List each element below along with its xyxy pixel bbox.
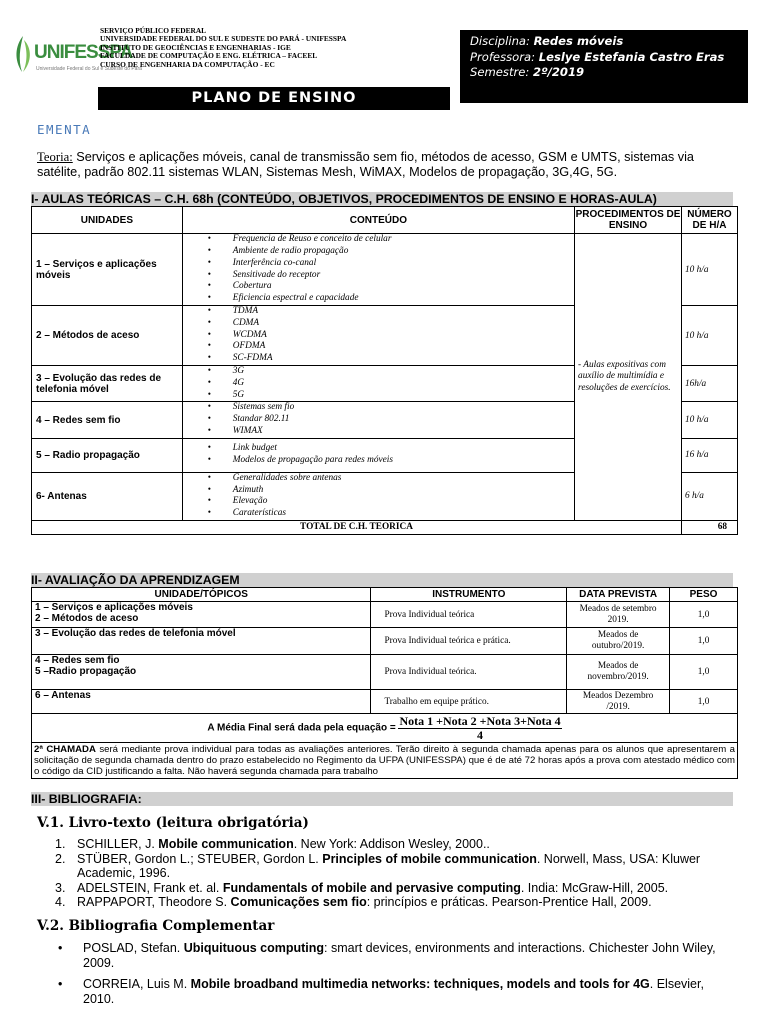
disciplina-label: Disciplina: bbox=[470, 34, 530, 48]
unit-cell bbox=[32, 655, 371, 690]
book-title: Mobile communication bbox=[158, 837, 294, 851]
semestre-row bbox=[470, 65, 584, 79]
ha-cell: 10 h/a bbox=[682, 402, 738, 438]
course-info-box bbox=[460, 30, 748, 103]
institution-line: SERVIÇO PÚBLICO FEDERAL bbox=[100, 26, 207, 35]
book-author: SCHILLER, J. bbox=[77, 837, 159, 851]
media-row bbox=[32, 714, 738, 743]
content-cell bbox=[182, 234, 574, 306]
unit-cell: 1 – Serviços e aplicações móveis bbox=[32, 234, 183, 306]
unit-line: 6 – Antenas bbox=[35, 690, 91, 701]
disciplina-value: Redes móveis bbox=[533, 34, 624, 48]
content-cell bbox=[182, 306, 574, 366]
institution-line: FACULDADE DE COMPUTAÇÃO E ENG. ELÉTRICA – FACEEL bbox=[100, 51, 318, 61]
content-cell bbox=[182, 438, 574, 472]
logo-text: UNIFESSPA bbox=[34, 42, 133, 63]
book-publisher: . Elsevier, 2010. bbox=[83, 977, 704, 1006]
list-item: • Elevação bbox=[233, 496, 574, 508]
book-author: RAPPAPORT, Theodore S. bbox=[77, 895, 231, 909]
book-list bbox=[37, 837, 737, 910]
chamada-cell bbox=[32, 743, 738, 779]
unit-cell bbox=[32, 690, 371, 714]
chamada-text: será mediante prova individual para todas as avaliações anteriores. Terão direito à segunda chamada apenas para os alunos que apresentarem a solicitação de segunda chamada dentro do prazo estabelecido no Regimento da UFPA (UNIFESSPA) que é de até 72 horas após a prova com atestado médico com o código da CID justificando a falta. Não haverá segunda chamada para trabalho bbox=[34, 744, 735, 777]
logo-tagline: Universidade Federal do Sul e Sudeste do Pará bbox=[36, 66, 142, 72]
content-cell bbox=[182, 366, 574, 402]
unit-line: 1 – Serviços e aplicações móveis bbox=[35, 602, 193, 613]
list-item: • Azimuth bbox=[233, 485, 574, 497]
item-number: 2. bbox=[55, 851, 66, 866]
unit-line: 3 – Evolução das redes de telefonia móvel bbox=[35, 628, 236, 639]
semestre-value: 2º/2019 bbox=[533, 65, 585, 79]
instrumento-cell: Prova Individual teórica e prática. bbox=[371, 628, 567, 655]
list-item bbox=[37, 837, 737, 852]
unit-line: 5 –Radio propagação bbox=[35, 666, 137, 677]
col-header-numero: NÚMERO DE H/A bbox=[682, 207, 738, 234]
book-publisher: . Norwell, Mass, USA: Kluwer Academic, 1996. bbox=[77, 851, 701, 880]
col-header-unidade: UNIDADE/TÓPICOS bbox=[32, 588, 371, 602]
col-header-conteudo: CONTEÚDO bbox=[182, 207, 574, 234]
disciplina-row bbox=[470, 34, 623, 48]
instrumento-cell: Prova Individual teórica bbox=[371, 602, 567, 628]
item-number: 4. bbox=[55, 895, 66, 909]
list-item: • 4G bbox=[233, 378, 574, 390]
unit-cell: 5 – Radio propagação bbox=[32, 438, 183, 472]
book-publisher: . New York: Addison Wesley, 2000.. bbox=[293, 837, 490, 851]
list-item: • Sistemas sem fio bbox=[233, 402, 574, 414]
total-label: TOTAL DE C.H. TEORICA bbox=[32, 520, 682, 534]
peso-cell: 1,0 bbox=[670, 655, 738, 690]
ha-cell: 16h/a bbox=[682, 366, 738, 402]
list-item: • Caraterísticas bbox=[233, 508, 574, 520]
list-item: • Modelos de propagação para redes móveis bbox=[233, 455, 574, 467]
list-item bbox=[37, 895, 737, 910]
unit-cell: 4 – Redes sem fio bbox=[32, 402, 183, 438]
list-item bbox=[37, 852, 737, 881]
peso-cell: 1,0 bbox=[670, 602, 738, 628]
bullet-icon: • bbox=[58, 941, 63, 955]
date-line: Meados de bbox=[597, 661, 639, 671]
page-title: PLANO DE ENSINO bbox=[98, 87, 450, 110]
list-item: • Ambiente de radio propagação bbox=[233, 246, 574, 258]
institution-line: UNIVERSIDADE FEDERAL DO SUL E SUDESTE DO PARÁ - UNIFESSPA bbox=[100, 34, 347, 44]
instrumento-cell: Prova Individual teórica. bbox=[371, 655, 567, 690]
section-title-bibliografia: III- BIBLIOGRAFIA: bbox=[31, 792, 733, 806]
unit-line: 2 – Métodos de aceso bbox=[35, 613, 139, 624]
book-title: Principles of mobile communication bbox=[322, 851, 537, 866]
date-line: 2019. bbox=[607, 614, 629, 625]
book-publisher: . India: McGraw-Hill, 2005. bbox=[520, 880, 669, 895]
content-cell bbox=[182, 472, 574, 520]
institution-block bbox=[100, 27, 460, 69]
ementa-heading: EMENTA bbox=[37, 122, 92, 137]
list-item: • Cobertura bbox=[233, 281, 574, 293]
table-header-row bbox=[32, 588, 738, 602]
section-title-avaliacao: II- AVALIAÇÃO DA APRENDIZAGEM bbox=[31, 573, 733, 587]
professora-label: Professora: bbox=[470, 50, 536, 64]
item-number: 1. bbox=[55, 837, 66, 851]
media-label: A Média Final será dada pela equação = bbox=[207, 722, 399, 734]
content-cell bbox=[182, 402, 574, 438]
list-item: • Interferência co-canal bbox=[233, 258, 574, 270]
list-item: • Generalidades sobre antenas bbox=[233, 473, 574, 485]
unit-cell: 3 – Evolução das redes de telefonia móvel bbox=[32, 366, 183, 402]
list-item bbox=[37, 881, 737, 896]
institution-line: INSTITUTO DE GEOCIÊNCIAS E ENGENHARIAS - IGE bbox=[100, 42, 291, 52]
date-line: outubro/2019. bbox=[591, 641, 645, 651]
list-item: • SC-FDMA bbox=[233, 353, 574, 365]
date-line: Meados de setembro bbox=[579, 603, 657, 614]
col-header-data: DATA PREVISTA bbox=[567, 588, 670, 602]
table-row bbox=[32, 690, 738, 714]
peso-cell: 1,0 bbox=[670, 628, 738, 655]
complementar-list bbox=[37, 941, 737, 1013]
chamada-label: 2ª CHAMADA bbox=[34, 744, 96, 755]
list-item: • CDMA bbox=[233, 318, 574, 330]
list-item: • Standar 802.11 bbox=[233, 414, 574, 426]
col-header-procedimentos: PROCEDIMENTOS DE ENSINO bbox=[575, 207, 682, 234]
table-header-row bbox=[32, 207, 738, 234]
data-cell bbox=[567, 690, 670, 714]
procedimentos-cell: - Aulas expositivas com auxílio de multimídia e resoluções de exercícios. bbox=[575, 234, 682, 521]
total-row bbox=[32, 520, 738, 534]
table-row bbox=[32, 234, 738, 306]
instrumento-cell: Trabalho em equipe prático. bbox=[371, 690, 567, 714]
teoria-label: Teoria: bbox=[37, 150, 73, 164]
complementar-heading: V.2. Bibliografia Complementar bbox=[37, 918, 275, 934]
book-author: ADELSTEIN, Frank et. al. bbox=[77, 880, 223, 895]
list-item: • WIMAX bbox=[233, 426, 574, 438]
ha-cell: 10 h/a bbox=[682, 306, 738, 366]
data-cell bbox=[567, 628, 670, 655]
date-line: Meados de bbox=[597, 630, 639, 640]
unit-cell bbox=[32, 628, 371, 655]
formula-numerator: Nota 1 +Nota 2 +Nota 3+Nota 4 bbox=[399, 714, 561, 728]
media-formula bbox=[398, 714, 561, 742]
book-publisher: : princípios e práticas. Pearson-Prentice Hall, 2009. bbox=[366, 895, 652, 909]
data-cell bbox=[567, 655, 670, 690]
book-author: POSLAD, Stefan. bbox=[83, 941, 184, 955]
book-title: Comunicações sem fio bbox=[230, 895, 367, 909]
table-row bbox=[32, 628, 738, 655]
list-item: • 5G bbox=[233, 390, 574, 402]
media-cell bbox=[32, 714, 738, 743]
col-header-peso: PESO bbox=[670, 588, 738, 602]
professora-value: Leslye Estefania Castro Eras bbox=[538, 50, 725, 64]
ha-cell: 10 h/a bbox=[682, 234, 738, 306]
data-cell bbox=[567, 602, 670, 628]
item-number: 3. bbox=[55, 880, 66, 895]
livro-texto-heading: V.1. Livro-texto (leitura obrigatória) bbox=[37, 815, 309, 831]
bullet-icon: • bbox=[58, 977, 63, 991]
unit-cell: 2 – Métodos de aceso bbox=[32, 306, 183, 366]
list-item: • 3G bbox=[233, 366, 574, 378]
semestre-label: Semestre: bbox=[470, 65, 530, 79]
book-author: STÜBER, Gordon L.; STEUBER, Gordon L. bbox=[77, 851, 323, 866]
list-item: • OFDMA bbox=[233, 341, 574, 353]
list-item: • Eficiencia espectral e capacidade bbox=[233, 293, 574, 305]
chamada-row bbox=[32, 743, 738, 779]
list-item: • Sensitivade do receptor bbox=[233, 270, 574, 282]
unit-line: 4 – Redes sem fio bbox=[35, 655, 120, 666]
list-item bbox=[37, 941, 737, 970]
list-item: • TDMA bbox=[233, 306, 574, 318]
section-title-aulas: I- AULAS TEÓRICAS – C.H. 68h (CONTEÚDO, OBJETIVOS, PROCEDIMENTOS DE ENSINO E HORAS-AULA) bbox=[31, 192, 733, 206]
unit-cell: 6- Antenas bbox=[32, 472, 183, 520]
ha-cell: 16 h/a bbox=[682, 438, 738, 472]
list-item: • WCDMA bbox=[233, 330, 574, 342]
table-row bbox=[32, 655, 738, 690]
date-line: /2019. bbox=[606, 701, 630, 712]
aulas-table bbox=[31, 206, 738, 535]
book-title: Ubiquituous computing bbox=[183, 941, 325, 955]
institution-line: CURSO DE ENGENHARIA DA COMPUTAÇÃO - EC bbox=[100, 59, 275, 69]
total-value: 68 bbox=[682, 520, 738, 534]
ementa-text bbox=[37, 150, 737, 180]
leaf-icon bbox=[12, 34, 34, 74]
list-item bbox=[37, 977, 737, 1006]
university-logo bbox=[10, 30, 142, 78]
formula-denominator: 4 bbox=[477, 728, 484, 742]
table-row bbox=[32, 602, 738, 628]
list-item: • Frequencia de Reuso e conceito de celular bbox=[233, 234, 574, 246]
peso-cell: 1,0 bbox=[670, 690, 738, 714]
col-header-unidades: UNIDADES bbox=[32, 207, 183, 234]
unit-cell bbox=[32, 602, 371, 628]
teoria-text: Serviços e aplicações móveis, canal de transmissão sem fio, métodos de acesso, GSM e UMTS, sistemas via satélite, padrão 802.11 sistemas WLAN, Sistemas Mesh, WiMAX, Modelos de propagação, 3G,4G, 5G. bbox=[37, 150, 694, 179]
date-line: Meados Dezembro bbox=[582, 690, 654, 701]
ha-cell: 6 h/a bbox=[682, 472, 738, 520]
book-publisher: : smart devices, environments and interactions. Chichester John Wiley, 2009. bbox=[83, 941, 716, 970]
avaliacao-table bbox=[31, 587, 738, 779]
date-line: novembro/2019. bbox=[587, 672, 649, 682]
book-title: Fundamentals of mobile and pervasive computing bbox=[222, 880, 521, 895]
book-author: CORREIA, Luis M. bbox=[83, 977, 191, 991]
col-header-instrumento: INSTRUMENTO bbox=[371, 588, 567, 602]
book-title: Mobile broadband multimedia networks: techniques, models and tools for 4G bbox=[190, 977, 650, 991]
list-item: • Link budget bbox=[233, 443, 574, 455]
professora-row bbox=[470, 50, 724, 64]
